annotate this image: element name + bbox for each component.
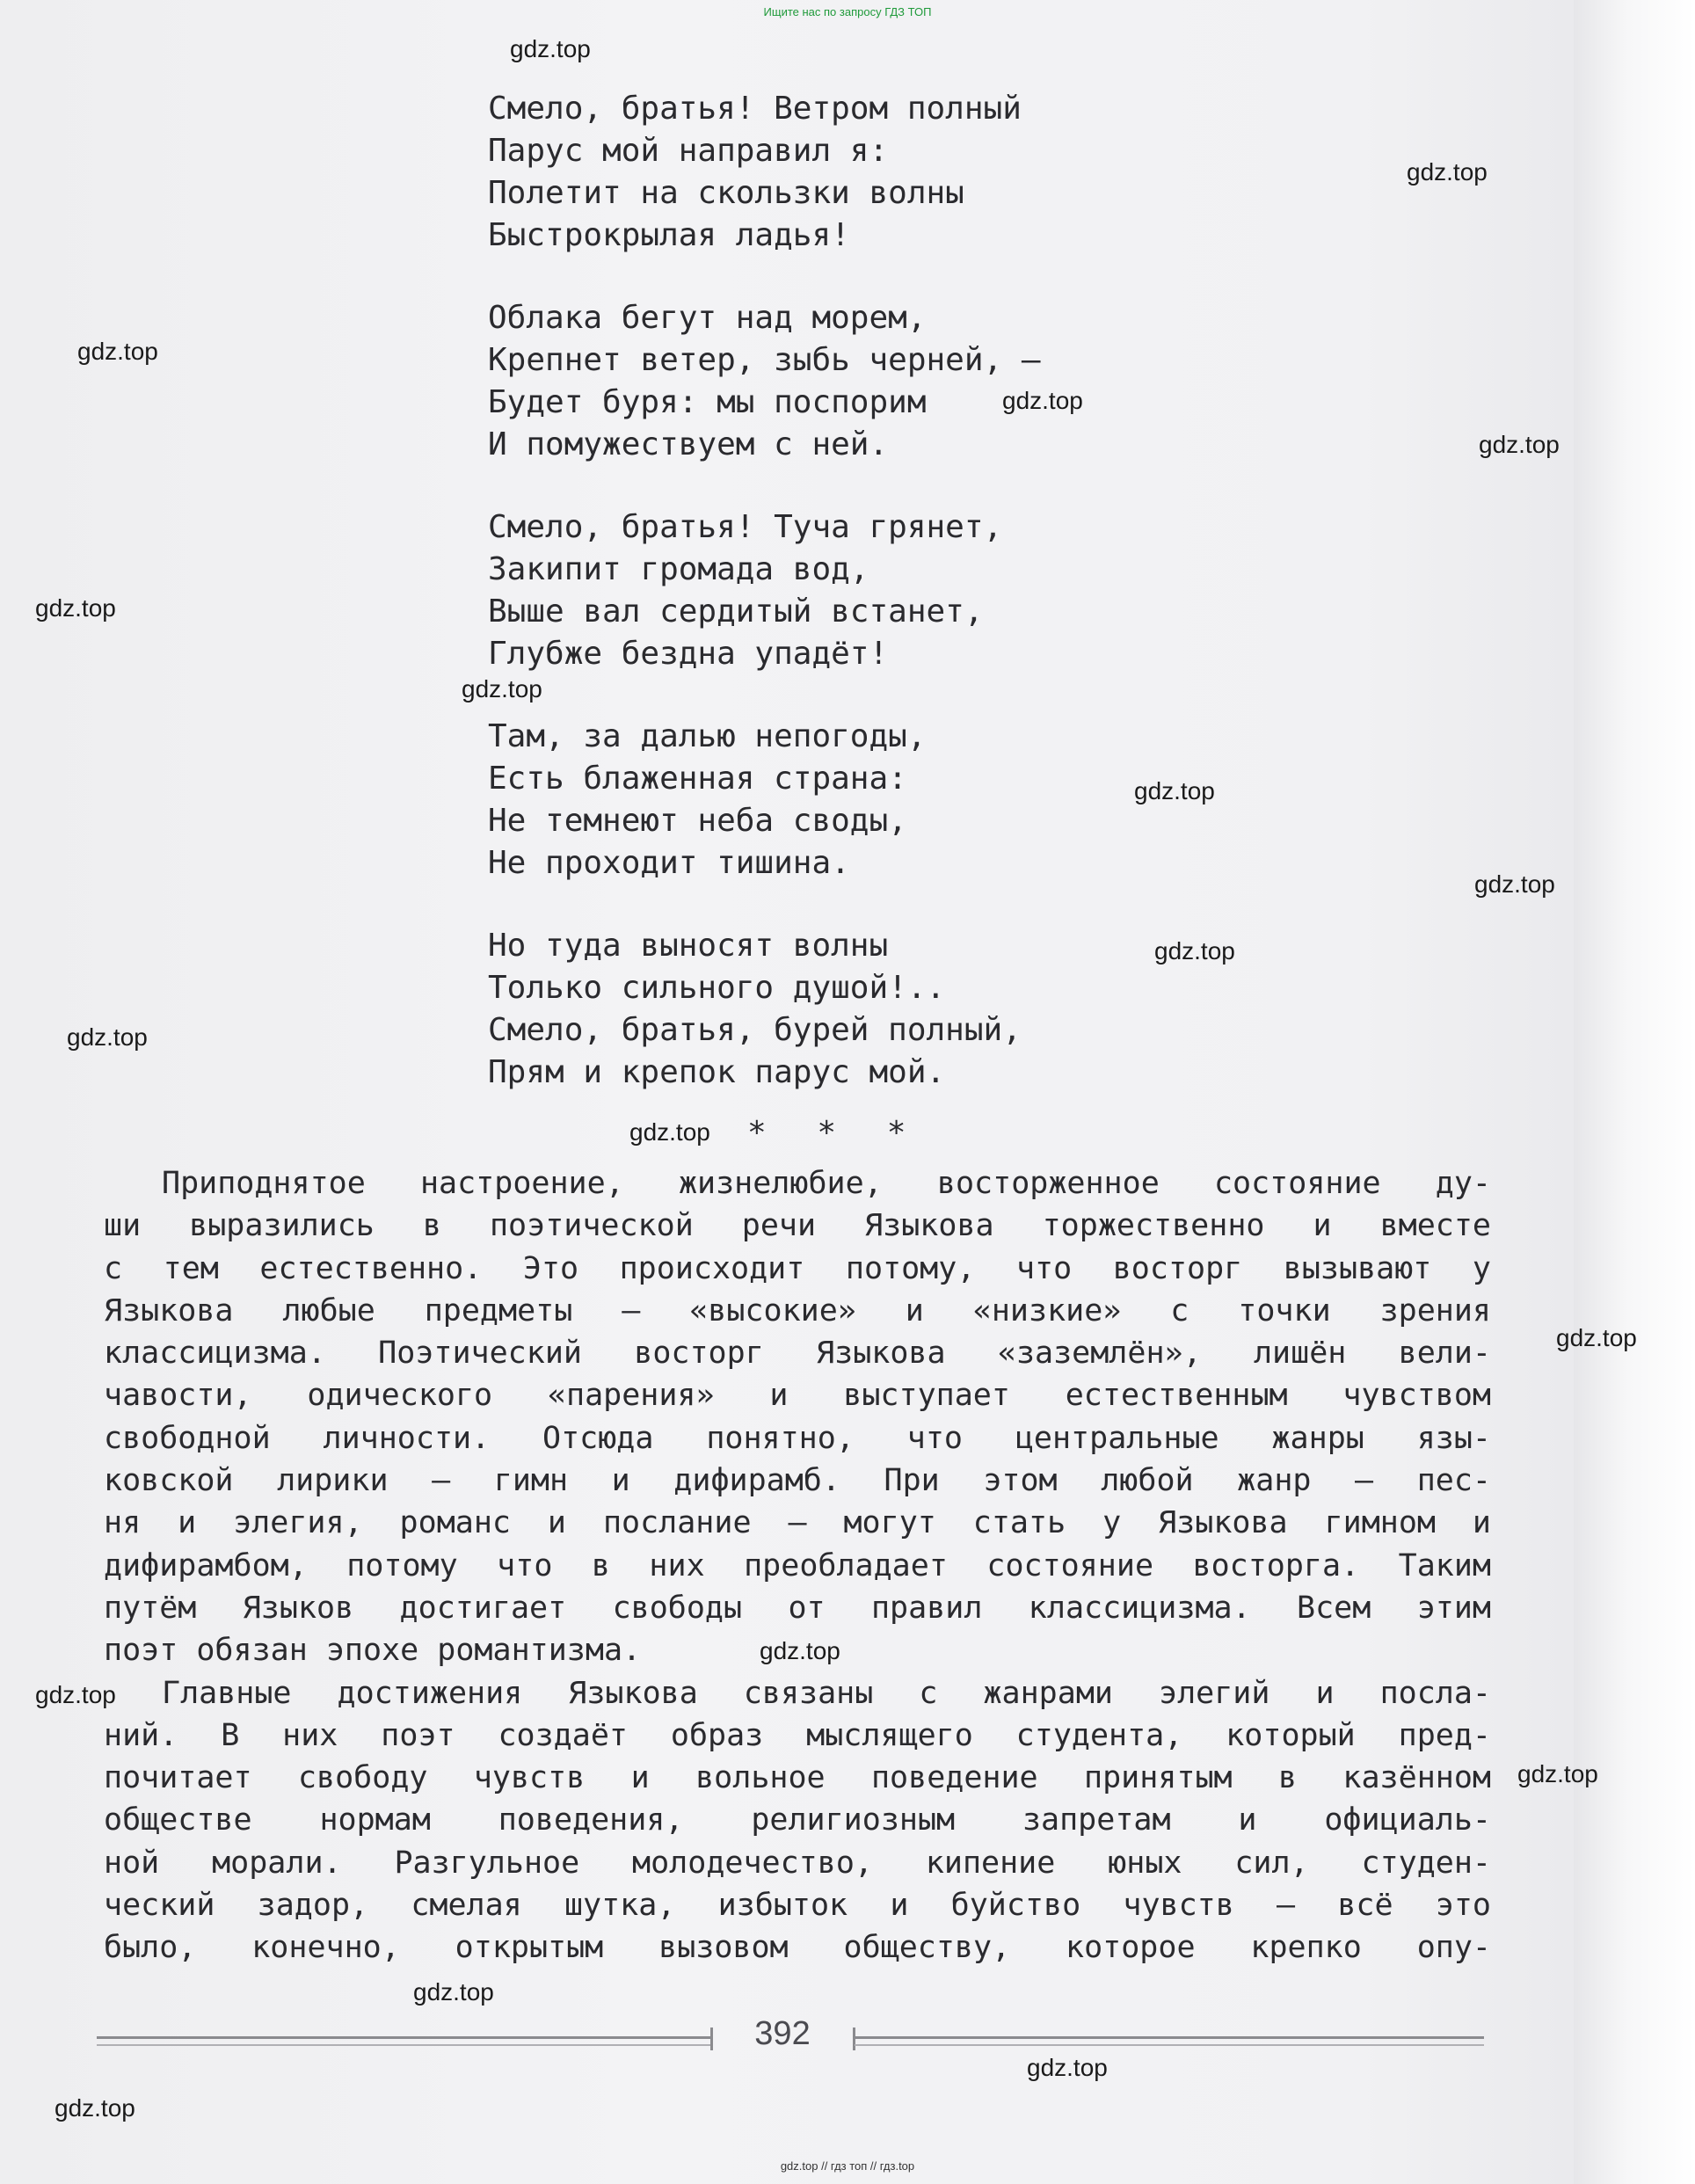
poem-line: Есть блаженная страна:	[488, 761, 907, 797]
watermark: gdz.top	[35, 594, 116, 622]
poem-line: Крепнет ветер, зыбь черней, —	[488, 342, 1041, 378]
prose-line: свободной личности. Отсюда понятно, что центральные жанры язы-	[104, 1420, 1491, 1456]
watermark: gdz.top	[629, 1118, 710, 1146]
watermark: gdz.top	[462, 675, 542, 703]
watermark: gdz.top	[1154, 937, 1235, 965]
prose-line: поэт обязан эпохе романтизма.	[104, 1633, 642, 1669]
prose-line: было, конечно, открытым вызовом обществу, которое крепко опу-	[104, 1930, 1491, 1966]
watermark: gdz.top	[1474, 870, 1555, 898]
poem-stanza-2	[488, 297, 1279, 466]
poem-line: Глубже бездна упадёт!	[488, 636, 889, 672]
poem-line: Но туда выносят волны	[488, 928, 889, 964]
poem-line: И помужествуем с ней.	[488, 426, 889, 462]
poem-line: Там, за далью непогоды,	[488, 718, 927, 754]
prose-line: Языкова любые предметы — «высокие» и «низкие» с точки зрения	[104, 1292, 1491, 1329]
watermark: gdz.top	[1556, 1324, 1637, 1351]
prose-line: дифирамбом, потому что в них преобладает состояние восторга. Таким	[104, 1547, 1491, 1583]
poem-line: Парус мой направил я:	[488, 133, 889, 169]
footer-rule-left	[97, 2036, 710, 2046]
prose-line: ческий задор, смелая шутка, избыток и буйство чувств — всё это	[104, 1888, 1491, 1924]
prose-line: обществе нормам поведения, религиозным запретам и официаль-	[104, 1802, 1491, 1838]
watermark: gdz.top	[55, 2094, 135, 2122]
footer-rule-cap	[710, 2027, 713, 2050]
watermark: gdz.top	[77, 338, 158, 365]
poem-line: Смело, братья! Туча грянет,	[488, 509, 1003, 545]
prose-line: ной морали. Разгульное молодечество, кипение юных сил, студен-	[104, 1845, 1491, 1881]
watermark: gdz.top	[67, 1023, 148, 1051]
poem-line: Прям и крепок парус мой.	[488, 1054, 946, 1090]
watermark: gdz.top	[1517, 1760, 1598, 1787]
poem-line: Не проходит тишина.	[488, 845, 850, 881]
prose-line: с тем естественно. Это происходит потому, что восторг вызывают у	[104, 1250, 1491, 1286]
poem-line: Только сильного душой!..	[488, 970, 946, 1006]
poem-line: Закипит громада вод,	[488, 551, 869, 587]
poem	[488, 88, 1279, 1134]
prose-line: чавости, одического «парения» и выступает естественным чувством	[104, 1378, 1491, 1414]
poem-line: Выше вал сердитый встанет,	[488, 593, 984, 630]
watermark: gdz.top	[413, 1978, 494, 2006]
poem-stanza-3	[488, 506, 1279, 675]
watermark: gdz.top	[510, 35, 591, 62]
prose-line: ний. В них поэт создаёт образ мыслящего студента, который пред-	[104, 1717, 1491, 1753]
footer-rule-right	[855, 2036, 1484, 2046]
poem-line: Будет буря: мы поспорим	[488, 384, 927, 420]
section-separator: * * *	[747, 1115, 922, 1151]
page-number: 392	[754, 2015, 811, 2052]
book-spine	[1574, 0, 1695, 2184]
prose-line: классицизма. Поэтический восторг Языкова «заземлён», лишён вели-	[104, 1336, 1491, 1372]
watermark: gdz.top	[35, 1681, 116, 1708]
prose-line: Главные достижения Языкова связаны с жанрами элегий и посла-	[162, 1675, 1491, 1711]
poem-line: Быстрокрылая ладья!	[488, 217, 850, 253]
poem-line: Смело, братья! Ветром полный	[488, 91, 1022, 127]
poem-line: Облака бегут над морем,	[488, 300, 927, 336]
prose-text	[104, 1162, 1491, 1969]
watermark: gdz.top	[1479, 431, 1560, 458]
watermark: gdz.top	[1407, 158, 1488, 186]
watermark: gdz.top	[760, 1637, 840, 1664]
top-banner: Ищите нас по запросу ГДЗ ТОП	[763, 5, 932, 18]
poem-line: Не темнеют неба своды,	[488, 803, 907, 839]
poem-stanza-1	[488, 88, 1279, 257]
watermark: gdz.top	[1002, 387, 1083, 414]
prose-line: ковской лирики — гимн и дифирамб. При этом любой жанр — пес-	[104, 1463, 1491, 1499]
prose-line: Приподнятое настроение, жизнелюбие, восторженное состояние ду-	[162, 1166, 1491, 1201]
watermark: gdz.top	[1027, 2054, 1108, 2081]
poem-line: Полетит на скользки волны	[488, 175, 964, 211]
watermark: gdz.top	[1134, 777, 1215, 804]
prose-line: почитает свободу чувств и вольное поведение принятым в казённом	[104, 1760, 1491, 1796]
bottom-banner: gdz.top // гдз топ // гдз.top	[780, 2159, 915, 2173]
prose-line: ши выразились в поэтической речи Языкова торжественно и вместе	[104, 1208, 1491, 1244]
prose-line: путём Языков достигает свободы от правил классицизма. Всем этим	[104, 1590, 1491, 1626]
poem-line: Смело, братья, бурей полный,	[488, 1012, 1022, 1048]
prose-line: ня и элегия, романс и послание — могут стать у Языкова гимном и	[104, 1505, 1491, 1541]
